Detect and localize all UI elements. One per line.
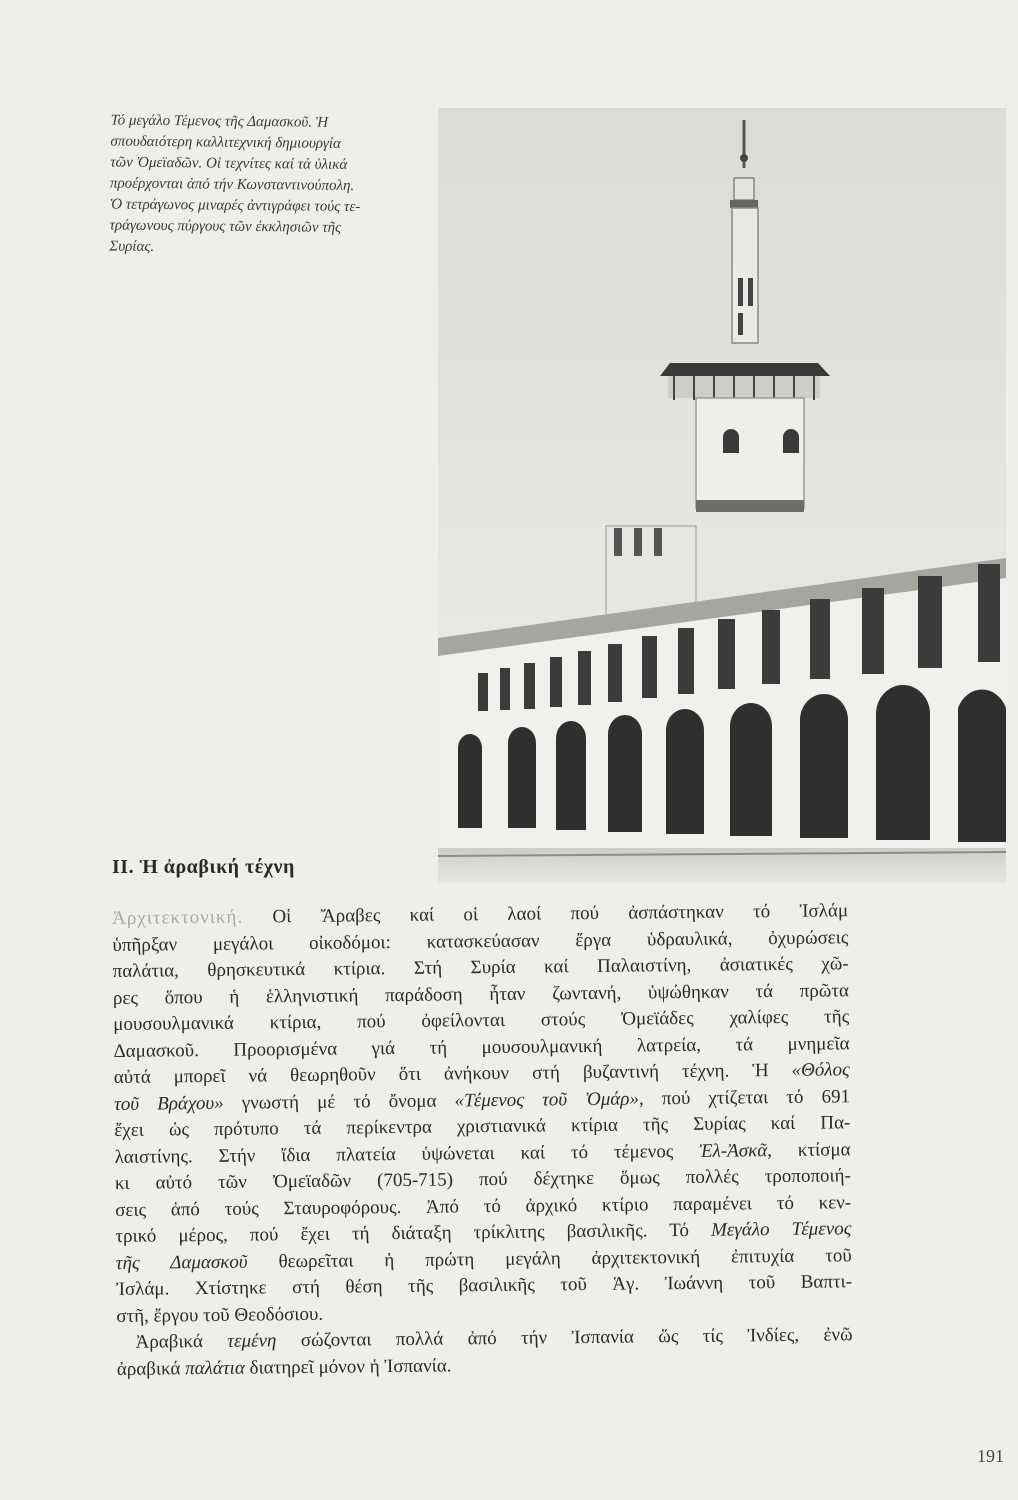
text-span: λαιστίνης. Στήν ἴδια πλατεία ὑψώνεται καί τό τέμενος (114, 1140, 674, 1168)
italic-span: τεμένη (227, 1330, 277, 1352)
text-span: σώζονται πολλά ἀπό τήν Ἰσπανία ὥς τίς Ἰνδίες, ἐνῶ (300, 1324, 853, 1352)
text-span: Οἱ Ἄραβες καί οἱ λαοί πού ἀσπάστηκαν τό Ἰσλάμ (272, 900, 849, 928)
lead-word: Ἀρχιτεκτονική. (112, 906, 244, 929)
page-number: 191 (977, 1446, 1004, 1466)
italic-span: «Τέμενος τοῦ Ὀμάρ» (454, 1087, 640, 1111)
text-span: , πού χτίζεται τό 691 (638, 1085, 851, 1109)
caption-line: τῶν Ὀμεϊαδῶν. Οἱ τεχνίτες καί τά ὑλικά (110, 154, 348, 173)
text-line: στῆ, ἔργου τοῦ Θεοδόσιου. (116, 1303, 324, 1327)
text-span: ἀραβικά (116, 1357, 181, 1380)
text-line: κι αὐτό τῶν Ὀμεϊαδῶν (705-715) πού δέχτηκε ὅμως πολλές τροποποιή- (114, 1165, 851, 1194)
text-line: παλάτια, θρησκευτικά κτίρια. Στή Συρία καί Παλαιστίνη, ἀσιατικές χῶ- (112, 953, 849, 982)
text-span: , κτίσμα (767, 1138, 851, 1161)
text-line: σεις ἀπό τούς Σταυροφόρους. Ἀπό τό ἀρχικό κτίριο παραμένει τό κεν- (115, 1191, 852, 1221)
italic-span: Ἐλ-Ἀσκᾶ (699, 1139, 768, 1162)
text-span: Ἀραβικά (135, 1331, 203, 1353)
photo-caption (109, 110, 401, 260)
text-line: Ἰσλάμ. Χτίστηκε στή θέση τῆς βασιλικῆς τοῦ Ἁγ. Ἰωάννη τοῦ Βαπτι- (115, 1271, 853, 1300)
body-text (112, 898, 853, 1383)
caption-line: σπουδαιότερη καλλιτεχνική δημιουργία (110, 133, 341, 152)
text-line: ἔχει ὡς πρότυπο τά περίκεντρα χριστιανικά κτίρια τῆς Συρίας καί Πα- (114, 1112, 851, 1141)
mosque-photo (438, 108, 1006, 883)
text-line: ὑπῆρξαν μεγάλοι οἰκοδόμοι: κατασκεύασαν ἔργα ὑδραυλικά, ὀχυρώσεις (112, 926, 849, 956)
caption-line: προέρχονται ἀπό τήν Κωνσταντινούπολη. (109, 175, 355, 195)
text-span: αὐτά μπορεῖ νά θεωρηθοῦν ὅτι ἀνήκουν στή βυζαντινή τέχνη. Ἡ (113, 1060, 769, 1088)
text-line: ρες ὅπου ἡ ἑλληνιστική παράδοση ἦταν ζωντανή, ὑψώθηκαν τά πρῶτα (112, 979, 850, 1009)
italic-span: τοῦ Βράχου» (113, 1092, 224, 1115)
section-heading: II. Ἡ ἀραβική τέχνη (112, 856, 295, 878)
text-span: διατηρεῖ μόνον ἡ Ἰσπανία. (249, 1354, 452, 1379)
italic-span: παλάτια (185, 1357, 245, 1379)
italic-span: τῆς Δαμασκοῦ (115, 1251, 248, 1274)
text-line: Δαμασκοῦ. Προορισμένα γιά τή μουσουλμανική λατρεία, τά μνημεῖα (113, 1032, 850, 1062)
caption-line: τράγωνους πύργους τῶν ἐκκλησιῶν τῆς (109, 217, 342, 236)
text-span: τρικό μέρος, πού ἔχει τή διάταξη τρίκλιτης βασιλικῆς. Τό (115, 1219, 690, 1247)
text-line: μουσουλμανικά κτίρια, πού ὀφείλονται στούς Ὀμεϊάδες χαλίφες τῆς (113, 1006, 850, 1035)
italic-span: «Θόλος (791, 1059, 850, 1081)
caption-line: Συρίας. (109, 238, 155, 255)
italic-span: Μεγάλο Τέμενος (710, 1218, 852, 1241)
text-span: θεωρεῖται ἡ πρώτη μεγάλη ἀρχιτεκτονική ἐπιτυχία τοῦ (278, 1244, 852, 1272)
text-span: γνωστή μέ τό ὄνομα (241, 1090, 437, 1114)
caption-line: Ὁ τετράγωνος μιναρές ἀντιγράφει τούς τε- (109, 196, 361, 216)
caption-line: Τό μεγάλο Τέμενος τῆς Δαμασκοῦ. Ἡ (110, 112, 329, 131)
